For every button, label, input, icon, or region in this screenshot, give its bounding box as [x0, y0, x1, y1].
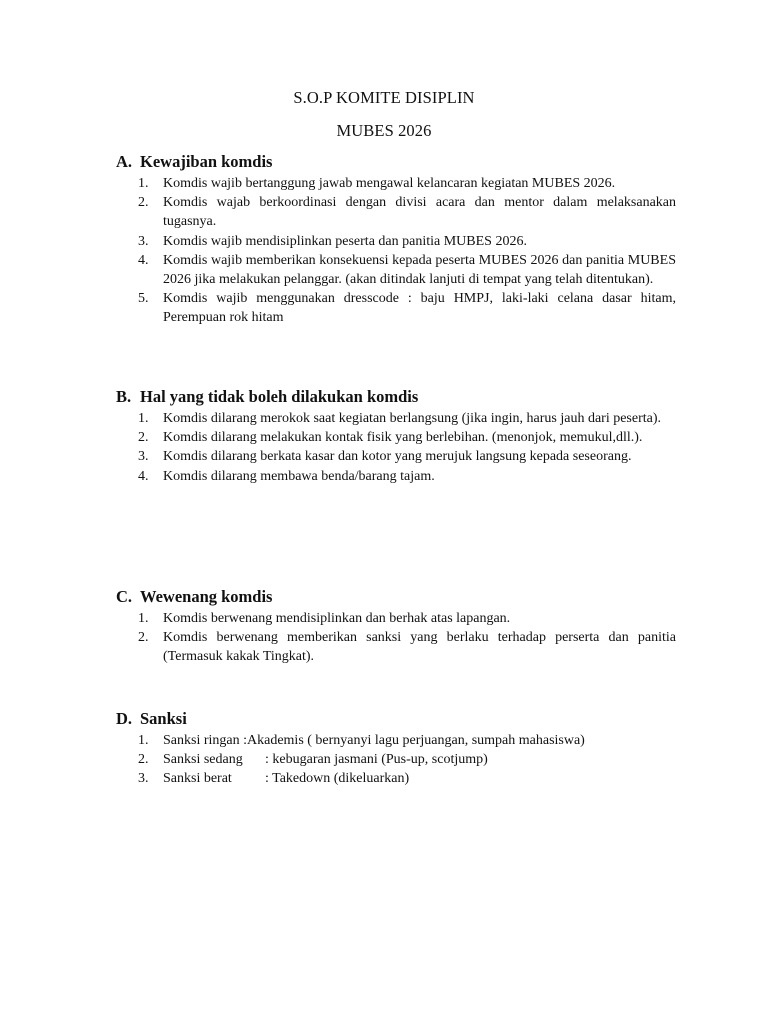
section-sanksi: [116, 709, 676, 789]
list-item: [116, 409, 676, 428]
list-item: [116, 447, 676, 466]
item-text: Komdis dilarang berkata kasar dan kotor yang merujuk langsung kepada seseorang.: [163, 449, 632, 465]
item-number: 3.: [138, 233, 149, 249]
sanction-text: Akademis ( bernyanyi lagu perjuangan, sumpah mahasiswa): [247, 733, 585, 748]
item-number: 2.: [138, 752, 149, 768]
document-title: S.O.P KOMITE DISIPLIN: [293, 88, 475, 107]
list-item: [116, 232, 676, 251]
section-heading: [116, 709, 676, 729]
list-item: [116, 769, 676, 788]
item-text: Komdis dilarang membawa benda/barang tajam.: [163, 468, 435, 484]
section-larangan: [116, 387, 676, 486]
item-number: 2.: [138, 630, 149, 646]
list-item: [116, 731, 676, 750]
item-text: Komdis wajib mendisiplinkan peserta dan panitia MUBES 2026.: [163, 233, 527, 249]
section-title: Wewenang komdis: [140, 587, 273, 606]
document-subtitle: MUBES 2026: [336, 121, 432, 140]
list-item: [116, 193, 676, 231]
sanction-text: : kebugaran jasmani (Pus-up, scotjump): [265, 752, 488, 768]
item-text: Komdis dilarang merokok saat kegiatan berlangsung (jika ingin, harus jauh dari peserta).: [163, 411, 662, 426]
item-list: [116, 409, 676, 486]
section-letter: D.: [116, 709, 133, 728]
section-wewenang: [116, 587, 676, 667]
list-item: [116, 628, 676, 666]
sanction-label: Sanksi sedang: [163, 752, 243, 768]
item-text: Komdis wajib menggunakan dresscode : baju HMPJ, laki-laki celana dasar hitam, Perempuan rok hitam: [163, 291, 676, 326]
item-text: Komdis wajib memberikan konsekuensi kepada peserta MUBES 2026 dan panitia MUBES 2026 jika melakukan pelanggar. (akan ditindak lanjuti di tempat yang telah ditentukan).: [163, 252, 676, 288]
item-list: [116, 609, 676, 667]
item-number: 4.: [138, 468, 149, 484]
section-title: Hal yang tidak boleh dilakukan komdis: [140, 387, 419, 406]
item-text: Komdis berwenang mendisiplinkan dan berhak atas lapangan.: [163, 611, 511, 626]
item-number: 3.: [138, 771, 149, 787]
section-title: Kewajiban komdis: [140, 152, 273, 171]
section-letter: C.: [116, 587, 133, 606]
item-text: Komdis wajib bertanggung jawab mengawal kelancaran kegiatan MUBES 2026.: [163, 176, 616, 191]
item-text: Komdis wajab berkoordinasi dengan divisi acara dan mentor dalam melaksanakan tugasnya.: [163, 195, 676, 230]
list-item: [116, 609, 676, 628]
section-heading: [116, 587, 676, 607]
list-item: [116, 467, 676, 486]
item-list: [116, 174, 676, 328]
sanction-label: Sanksi berat: [163, 771, 232, 787]
list-item: [116, 428, 676, 447]
section-kewajiban: [116, 152, 676, 328]
section-letter: A.: [116, 152, 133, 171]
item-number: 1.: [138, 733, 149, 748]
sanction-text: : Takedown (dikeluarkan): [265, 771, 410, 787]
section-title: Sanksi: [140, 709, 187, 728]
item-number: 5.: [138, 291, 149, 307]
item-text: Komdis dilarang melakukan kontak fisik yang berlebihan. (menonjok, memukul,dll.).: [163, 430, 643, 446]
item-text: Komdis berwenang memberikan sanksi yang berlaku terhadap perserta dan panitia (Termasuk kakak Tingkat).: [163, 630, 676, 665]
list-item: [116, 289, 676, 327]
section-heading: [116, 387, 676, 407]
section-letter: B.: [116, 387, 132, 406]
list-item: [116, 750, 676, 769]
item-number: 1.: [138, 411, 149, 426]
list-item: [116, 251, 676, 289]
item-number: 4.: [138, 252, 149, 268]
list-item: [116, 174, 676, 193]
item-number: 2.: [138, 195, 149, 211]
item-number: 2.: [138, 430, 149, 446]
item-number: 1.: [138, 176, 149, 191]
item-number: 3.: [138, 449, 149, 465]
section-heading: [116, 152, 676, 172]
item-list: [116, 731, 676, 789]
sanction-label: Sanksi ringan :: [163, 733, 247, 748]
item-number: 1.: [138, 611, 149, 626]
